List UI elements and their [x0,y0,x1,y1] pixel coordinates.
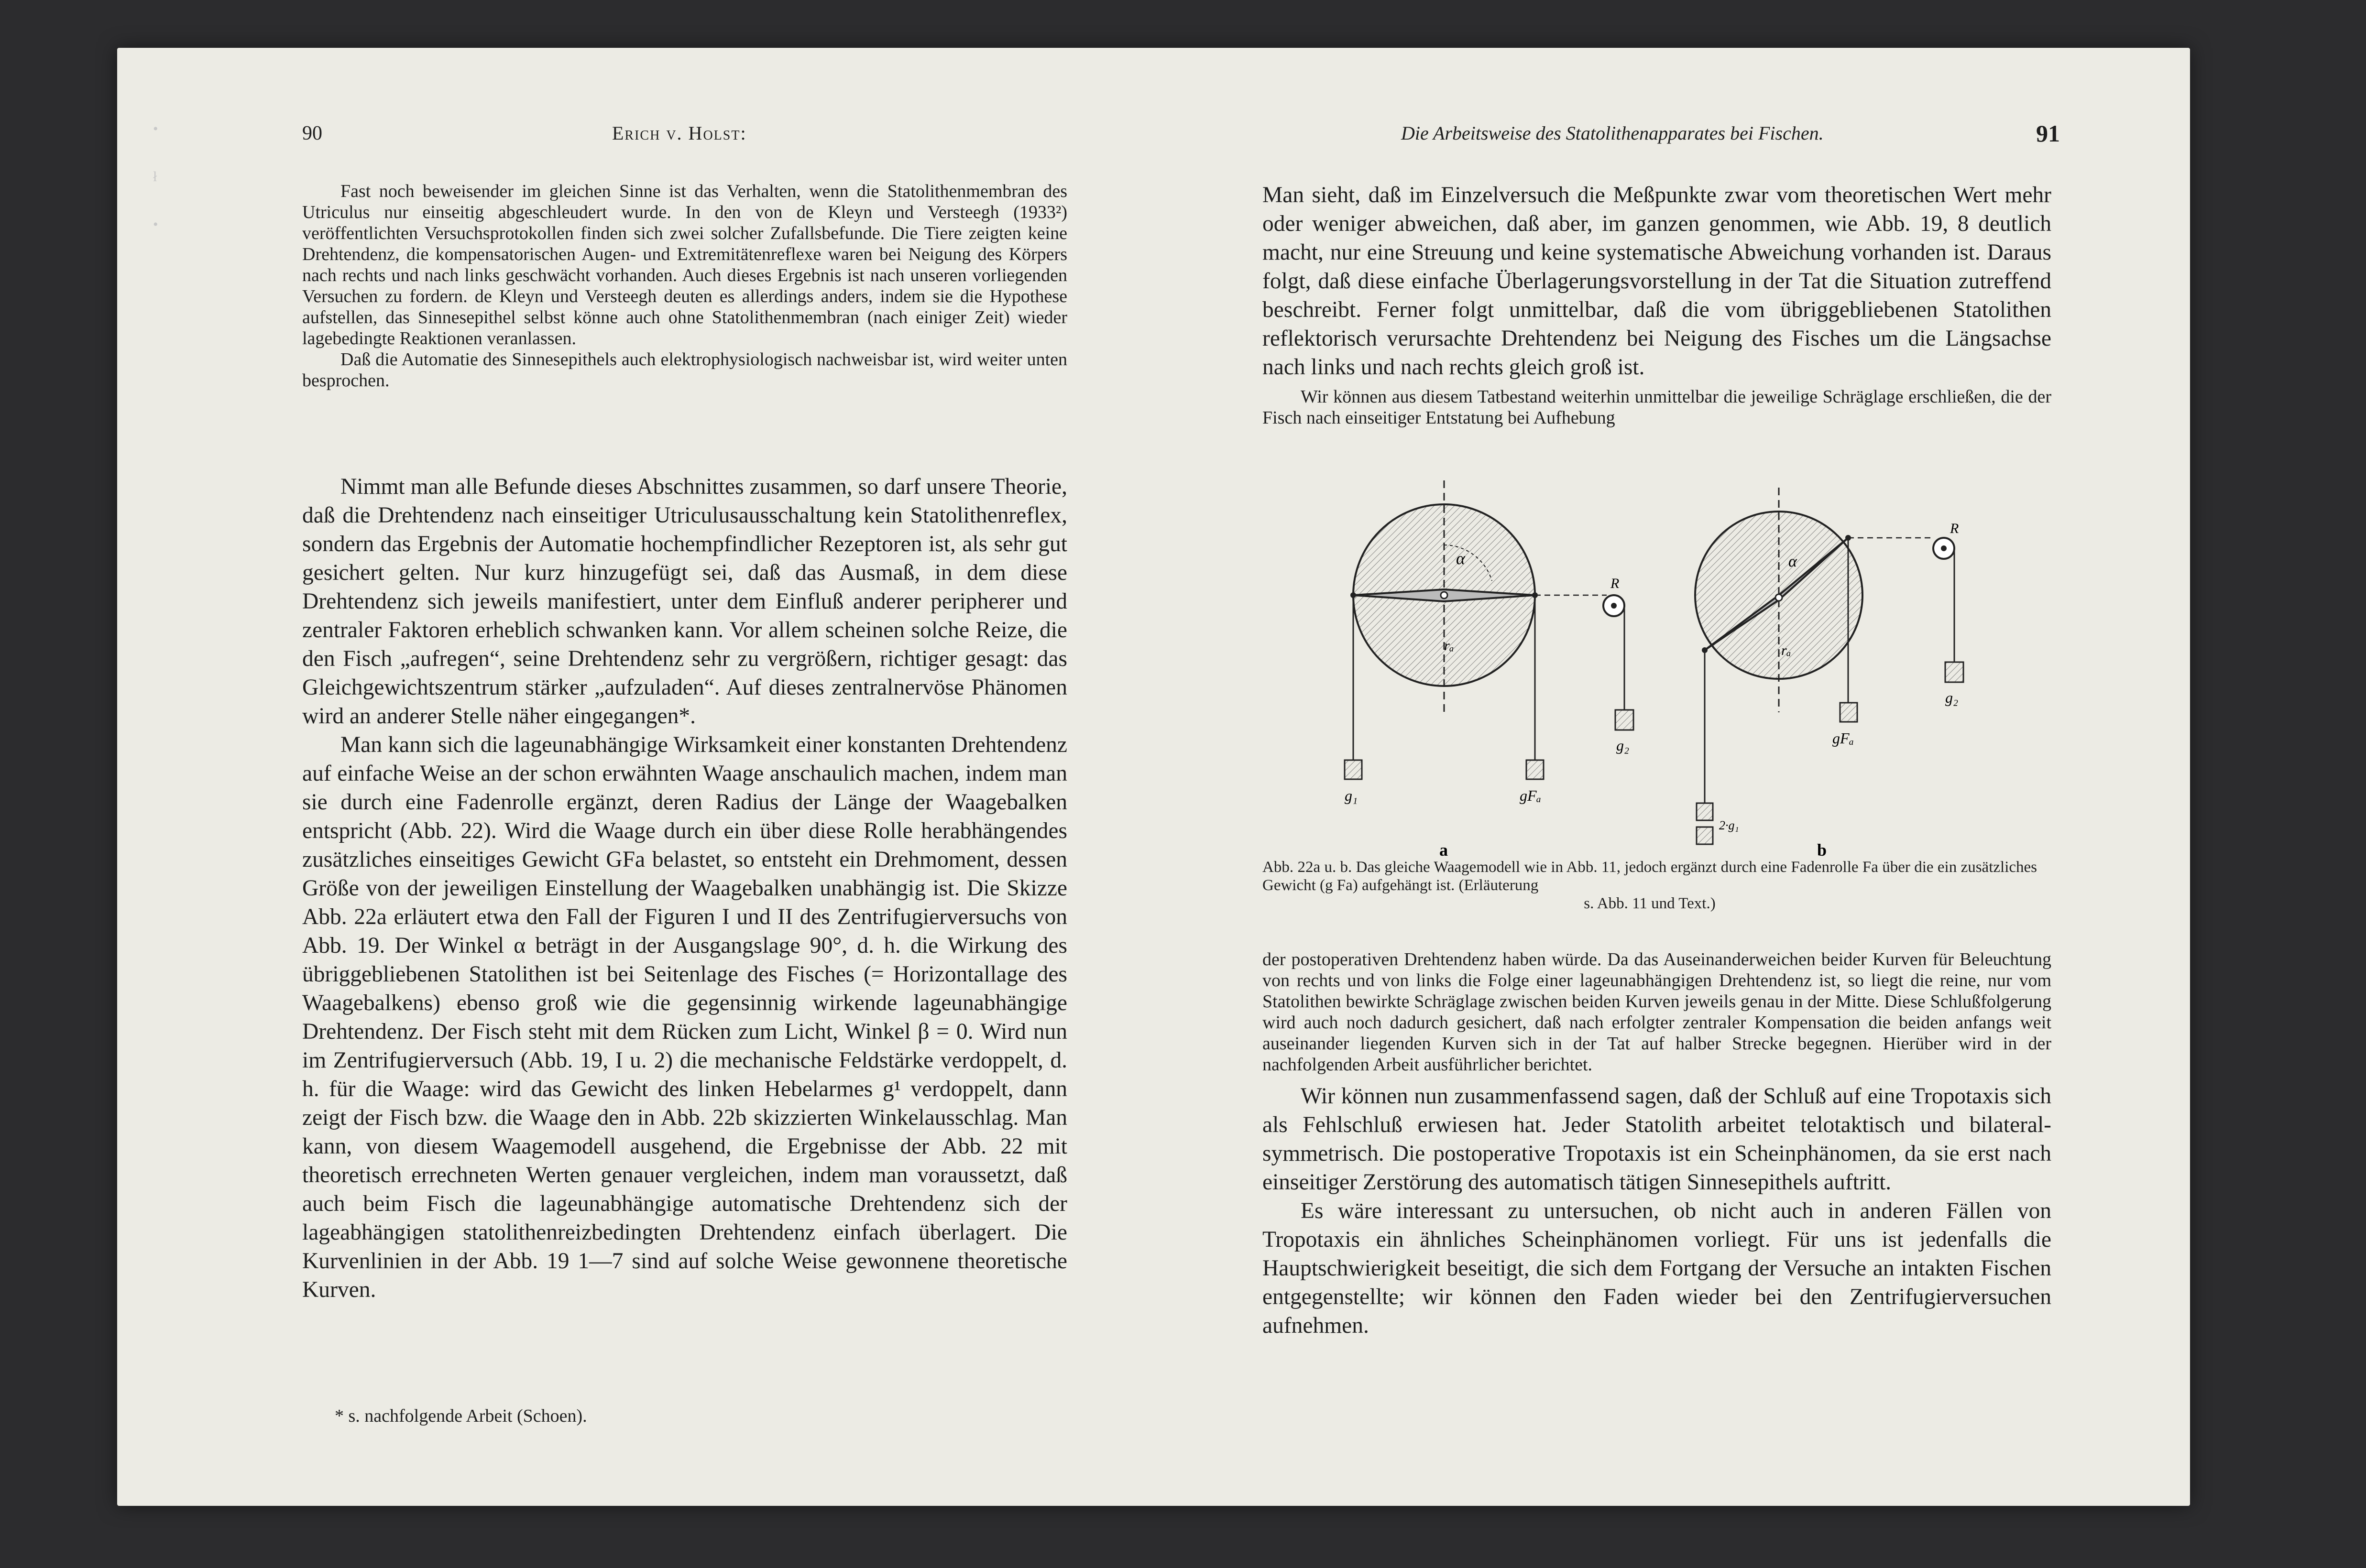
label-alpha: α [1456,549,1465,568]
label-R: R [1610,576,1620,591]
label-b: b [1817,840,1827,860]
right-bottom-text [1262,949,2051,1340]
label-2g1: 2·g₁ [1719,818,1739,832]
pivot-b [1775,594,1782,601]
body-paragraph: Es wäre interessant zu untersuchen, ob nicht auch in anderen Fällen von Tropotaxis ein ähnliches Scheinphänomen vorliegt. Für uns ist jedenfalls die Hauptschwierigkeit beseitigt, die sich dem Fortgang der Versuche an intakten Fischen entgegenstellte; wir können den Faden wieder bei den Zentrifugierversuchen aufnehmen. [1262,1198,2051,1338]
footnote: * s. nachfolgende Arbeit (Schoen). [335,1406,587,1426]
figure-caption [1262,858,2037,913]
weight-g2-a [1615,710,1633,730]
label-g1: g₁ [1345,787,1358,804]
small-paragraph: Fast noch beweisender im gleichen Sinne ist das Verhalten, wenn die Statolithenmembran des Utriculus nur einseitig abgeschleudert wurde. In den von de Kleyn und Versteegh (1933²) veröffentlichten Versuchsprotokollen finden sich zwei solcher Zufallsbefunde. Die Tiere zeigten keine Drehtendenz, die kompensatorischen Augen- und Extremitätenreflexe waren bei Neigung des Körpers nach rechts und nach links geschwächt vorhanden. Auch dieses Ergebnis ist nach unseren vorliegenden Versuchen zu fordern. de Kleyn und Versteegh deuten es allerdings anders, indem sie die Hypothese aufstellen, das Sinnesepithel selbst könne auch ohne Statolithenmembran (nach einiger Zeit) wieder lagebedingte Reaktionen veranlassen. [302,181,1067,348]
label-g2: g₂ [1945,689,1959,706]
weight-gfa-a [1526,760,1544,779]
margin-marks [153,105,158,249]
right-page-number: 91 [2036,120,2060,147]
figure-b [1695,488,1963,860]
label-ra: rₐ [1781,642,1791,658]
label-gfa: gFₐ [1520,787,1541,804]
small-paragraph: Daß die Automatie des Sinnesepithels auch elektrophysiologisch nachweisbar ist, wird weiter unten besprochen. [302,349,1067,391]
margin-mark: • [153,217,158,232]
body-paragraph: Man kann sich die lageunabhängige Wirksamkeit einer konstanten Drehtendenz auf einfache Weise an der schon erwähnten Waage anschaulich machen, indem man sie durch eine Fadenrolle ergänzt, deren Radius der Länge der Waagebalken entspricht (Abb. 22). Wird die Waage durch ein über diese Rolle herabhängendes zusätzliches einseitiges Gewicht GFa belastet, so entsteht ein Drehmoment, dessen Größe von der jeweiligen Einstellung der Waagebalken unabhängig ist. Die Skizze Abb. 22a erläutert etwa den Fall der Figuren I und II des Zentrifugierversuchs von Abb. 19. Der Winkel α beträgt in der Ausgangslage 90°, d. h. die Wirkung des übriggebliebenen Statolithen ist bei Seitenlage des Fisches (= Horizontallage des Waagebalkens) ebenso groß wie die gegensinnig wirkende lageunabhängige Drehtendenz. Der Fisch steht mit dem Rücken zum Licht, Winkel β = 0. Wird nun im Zentrifugierversuch (Abb. 19, I u. 2) die mechanische Feldstärke verdoppelt, d. h. für die Waage: wird das Gewicht des linken Hebelarmes g¹ verdoppelt, dann zeigt der Fisch bzw. die Waage den in Abb. 22b skizzierten Winkelausschlag. Man kann, von diesem Waagemodell ausgehend, die Ergebnisse der Abb. 22 mit theoretisch errechneten Werten genauer vergleichen, indem man voraussetzt, daß auch beim Fisch die lageunabhängige automatische Drehtendenz sich der lageabhängigen statolithenreizbedingten Drehtendenz einfach überlagert. Die Kurvenlinien in der Abb. 19 1—7 sind auf solche Weise gewonnene theoretische Kurven. [302,732,1067,1302]
weight-2g1-b [1697,803,1713,820]
figure-22 [1243,473,2075,884]
pivot-a [1441,592,1447,599]
right-top-text [1262,181,2051,428]
caption-end: s. Abb. 11 und Text.) [1584,895,1716,912]
label-a: a [1439,840,1448,860]
right-running-head: Die Arbeitsweise des Statolithenapparates bei Fischen. [1401,122,1824,144]
small-paragraph: der postoperativen Drehtendenz haben würde. Da das Auseinanderweichen beider Kurven für Beleuchtung von rechts und von links die Folge einer lageunabhängigen Drehtendenz ist, so liegt die reine, nur vom Statolithen bewirkte Schräglage zwischen beiden Kurven jeweils genau in der Mitte. Diese Schlußfolgerung wird auch noch dadurch gesichert, daß nach erfolgter zentraler Kompensation die beiden anfangs weit auseinander liegenden Kurven sich in der Tat auf halber Strecke begegnen. Hierüber wird in der nachfolgenden Arbeit ausführlicher berichtet. [1262,949,2051,1075]
figure-a [1345,480,1633,860]
left-running-head: Erich v. Holst: [612,122,747,144]
left-page-number: 90 [302,122,322,144]
label-gfa: gFₐ [1832,730,1854,747]
small-paragraph: Wir können aus diesem Tatbestand weiterhin unmittelbar die jeweilige Schräglage erschließen, die der Fisch nach einseitiger Entstatung bei Aufhebung [1262,387,2051,428]
label-g2: g₂ [1616,737,1630,754]
caption-main: Abb. 22a u. b. Das gleiche Waagemodell wie in Abb. 11, jedoch ergänzt durch eine Fadenrolle Fa über die ein zusätzliches Gewicht (g Fa) aufgehängt ist. (Erläuterung [1262,859,2037,894]
label-ra: rₐ [1444,638,1454,653]
left-main-text [302,472,1067,1304]
weight-g2-b [1945,662,1963,682]
label-R: R [1950,521,1959,536]
margin-mark: • [153,121,158,137]
body-paragraph: Wir können nun zusammenfassend sagen, daß der Schluß auf eine Tropotaxis sich als Fehlschluß erwiesen hat. Jeder Statolith arbeitet telotaktisch und bilateral-symmetrisch. Die postoperative Tropotaxis ist ein Scheinphänomen, da sie erst nach einseitiger Zerstörung des automatisch tätigen Sinnesepithels auftritt. [1262,1084,2051,1195]
margin-mark: ł [153,169,157,185]
balance-model-diagram [1243,473,2075,884]
weight-g1-a [1345,760,1362,779]
body-paragraph: Nimmt man alle Befunde dieses Abschnittes zusammen, so darf unsere Theorie, daß die Drehtendenz nach einseitiger Utriculusausschaltung kein Statolithenreflex, sondern das Ergebnis der Automatie hochempfindlicher Rezeptoren ist, als sehr gut gesichert gelten. Nur kurz hinzugefügt sei, daß das Ausmaß, in dem diese Drehtendenz sich jeweils manifestiert, unter dem Einfluß anderer peripherer und zentraler Faktoren erheblich schwanken kann. Vor allem scheinen solche Reize, die den Fisch „aufregen“, seine Drehtendenz sehr zu vergrößern, richtiger gesagt: das Gleichgewichtszentrum stärker „aufzuladen“. Auf dieses zentralnervöse Phänomen wird an anderer Stelle näher eingegangen*. [302,474,1067,729]
body-paragraph: Man sieht, daß im Einzelversuch die Meßpunkte zwar vom theoretischen Wert mehr oder weniger abweichen, daß aber, im ganzen genommen, wie Abb. 19, 8 deutlich macht, nur eine Streuung und keine systematische Abweichung vorhanden ist. Daraus folgt, daß diese einfache Überlagerungsvorstellung in der Tat die Situation zutreffend beschreibt. Ferner folgt unmittelbar, daß die vom übriggebliebenen Statolithen reflektorisch verursachte Drehtendenz bei Neigung des Fisches um die Längsachse nach links und nach rechts gleich groß ist. [1262,183,2051,380]
weight-gfa-b [1840,703,1857,722]
label-alpha: α [1788,553,1797,570]
left-small-text [302,181,1067,391]
